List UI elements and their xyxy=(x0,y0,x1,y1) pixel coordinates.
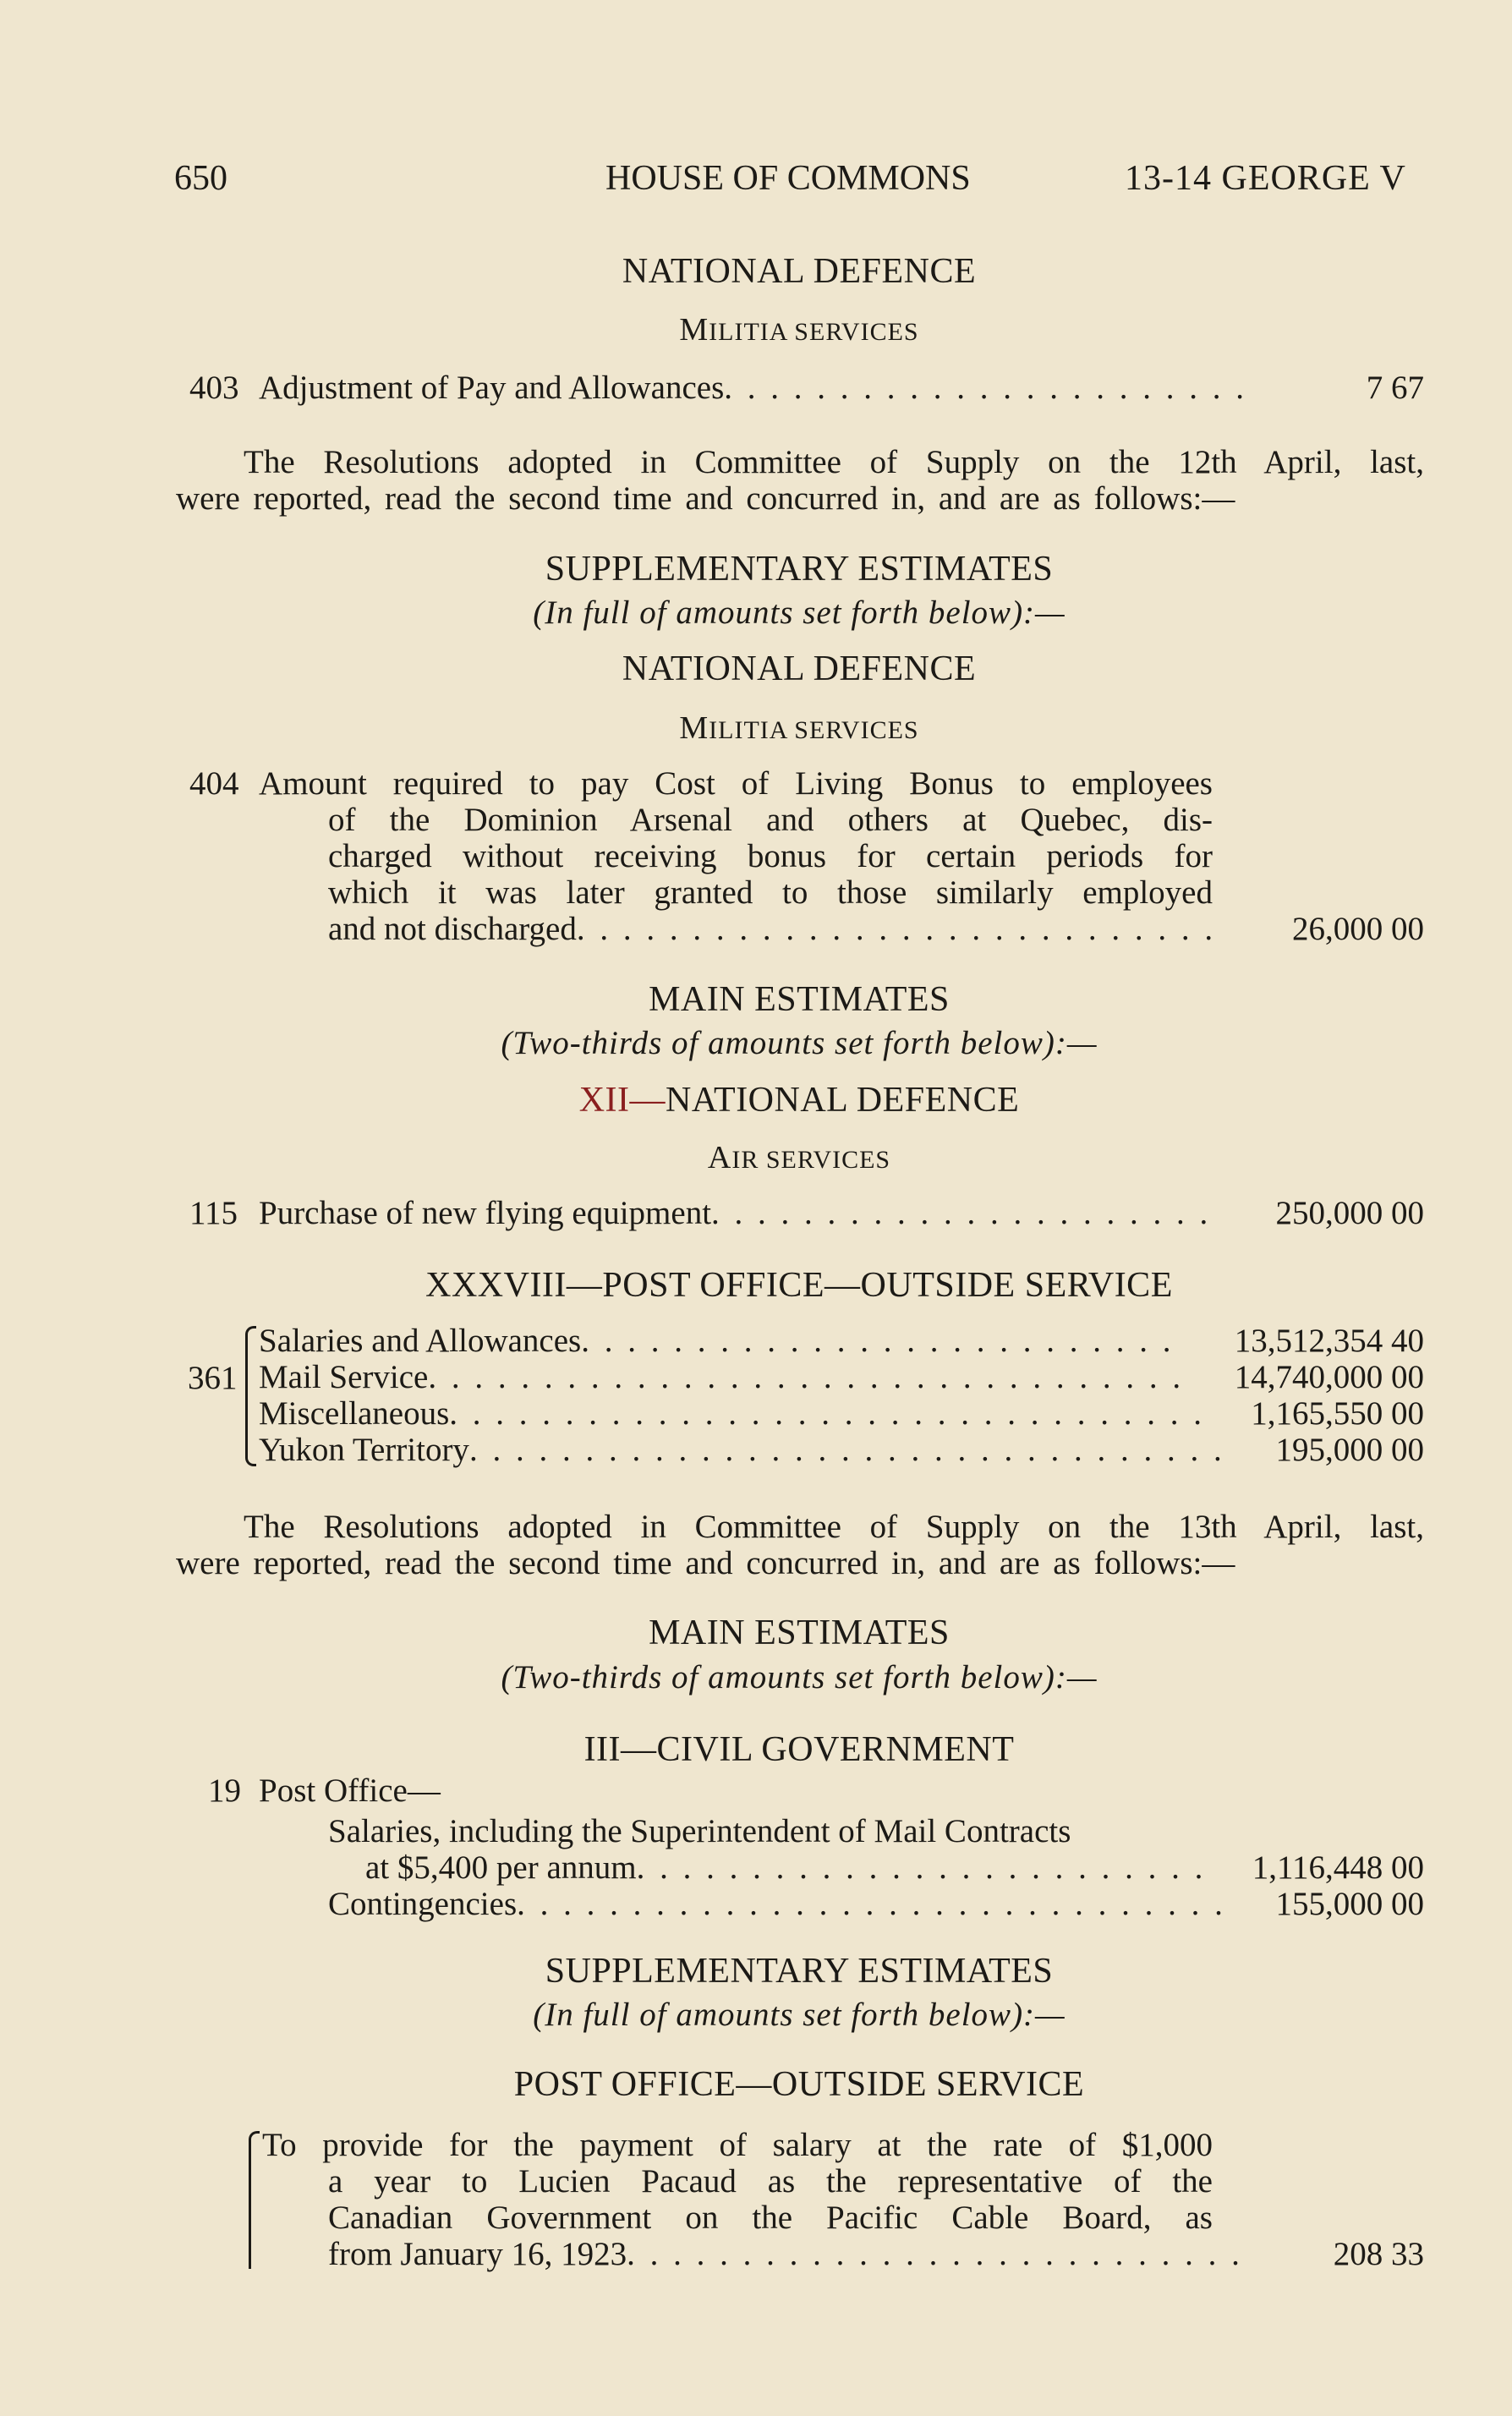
item-label: at $5,400 per annum xyxy=(365,1849,637,1886)
estimates-note: (In full of amounts set forth below):— xyxy=(533,1997,1066,2033)
item-label: Adjustment of Pay and Allowances xyxy=(259,370,725,406)
item-amount: 7 67 xyxy=(1366,370,1424,406)
item-description-line: Amount required to pay Cost of Living Bonus to employees xyxy=(259,765,1213,802)
item-amount: 208 33 xyxy=(1333,2236,1424,2272)
estimates-heading: MAIN ESTIMATES xyxy=(649,980,950,1019)
item-label: Post Office— xyxy=(259,1772,441,1809)
item-description-line: To provide for the payment of salary at the rate of $1,000 xyxy=(262,2127,1213,2163)
line-item xyxy=(259,1359,1424,1395)
line-item xyxy=(259,370,1424,406)
item-description-line: which it was later granted to those similarly employed xyxy=(328,874,1213,911)
estimates-note: (Two-thirds of amounts set forth below):— xyxy=(501,1025,1098,1061)
leader-dots xyxy=(449,1395,1204,1432)
running-title: HOUSE OF COMMONS xyxy=(605,159,971,198)
line-item xyxy=(259,1195,1424,1231)
line-item xyxy=(328,1886,1424,1922)
item-label: Salaries and Allowances xyxy=(259,1323,582,1359)
department-subheading: AIR SERVICES xyxy=(707,1140,891,1175)
item-number: 404 xyxy=(189,765,239,802)
resolution-paragraph-line: The Resolutions adopted in Committee of Supply on the 12th April, last, xyxy=(244,444,1424,480)
item-amount: 155,000 00 xyxy=(1275,1886,1424,1922)
leader-dots xyxy=(711,1195,1213,1231)
line-item xyxy=(259,1432,1424,1468)
estimates-heading: SUPPLEMENTARY ESTIMATES xyxy=(545,1952,1054,1991)
line-item xyxy=(259,1323,1424,1359)
item-amount: 13,512,354 40 xyxy=(1234,1323,1424,1359)
item-label: Purchase of new flying equipment xyxy=(259,1195,712,1231)
estimates-note: (Two-thirds of amounts set forth below):— xyxy=(501,1659,1098,1696)
item-number: 19 xyxy=(208,1772,241,1809)
item-description-line: charged without receiving bonus for certain periods for xyxy=(328,838,1213,874)
item-label: Contingencies xyxy=(328,1886,518,1922)
leader-dots xyxy=(428,1359,1179,1395)
item-amount: 1,165,550 00 xyxy=(1251,1395,1424,1432)
leader-dots xyxy=(627,2236,1255,2272)
department-subheading: MILITIA SERVICES xyxy=(679,710,919,746)
item-description-line: of the Dominion Arsenal and others at Quebec, dis- xyxy=(328,802,1213,838)
item-label: Mail Service xyxy=(259,1359,429,1395)
leader-dots xyxy=(577,911,1230,947)
item-amount: 250,000 00 xyxy=(1275,1195,1424,1231)
line-item xyxy=(365,1849,1424,1886)
leader-dots xyxy=(517,1886,1230,1922)
leader-dots xyxy=(724,370,1255,406)
resolution-paragraph-line: The Resolutions adopted in Committee of Supply on the 13th April, last, xyxy=(244,1509,1424,1545)
section-subheading: MILITIA SERVICES xyxy=(679,312,919,348)
estimates-heading: SUPPLEMENTARY ESTIMATES xyxy=(545,550,1054,589)
resolution-paragraph-line: were reported, read the second time and concurred in, and are as follows:— xyxy=(176,480,1235,517)
line-item xyxy=(328,911,1424,947)
page-number: 650 xyxy=(174,159,227,198)
item-amount: 195,000 00 xyxy=(1275,1432,1424,1468)
department-name: NATIONAL DEFENCE xyxy=(666,1081,1020,1120)
leader-dots xyxy=(581,1323,1179,1359)
department-heading: XXXVIII—POST OFFICE—OUTSIDE SERVICE xyxy=(425,1266,1173,1305)
item-number: 403 xyxy=(189,370,239,406)
item-number: 115 xyxy=(189,1195,238,1231)
item-description-line: Salaries, including the Superintendent of Mail Contracts xyxy=(328,1813,1071,1849)
item-amount: 14,740,000 00 xyxy=(1234,1359,1424,1395)
estimates-heading: MAIN ESTIMATES xyxy=(649,1613,950,1652)
running-reign: 13-14 GEORGE V xyxy=(1125,159,1406,198)
line-item xyxy=(259,1395,1424,1432)
department-heading: POST OFFICE—OUTSIDE SERVICE xyxy=(513,2065,1085,2104)
department-heading: III—CIVIL GOVERNMENT xyxy=(583,1730,1015,1769)
department-heading: NATIONAL DEFENCE xyxy=(622,649,977,688)
department-numeral: XII— xyxy=(578,1081,666,1120)
item-description-line: Canadian Government on the Pacific Cable Board, as xyxy=(328,2200,1213,2236)
department-heading xyxy=(174,1079,1424,1121)
item-label: and not discharged xyxy=(328,911,577,947)
leader-dots xyxy=(469,1432,1230,1468)
item-label: Miscellaneous xyxy=(259,1395,450,1432)
line-item xyxy=(328,2236,1424,2272)
grouping-brace xyxy=(245,1326,256,1466)
item-description-line: a year to Lucien Pacaud as the representative of the xyxy=(328,2163,1213,2200)
estimates-note: (In full of amounts set forth below):— xyxy=(533,594,1066,631)
resolution-paragraph-line: were reported, read the second time and concurred in, and are as follows:— xyxy=(176,1545,1235,1581)
vote-number: 361 xyxy=(188,1360,238,1396)
section-heading: NATIONAL DEFENCE xyxy=(622,252,977,291)
leader-dots xyxy=(637,1849,1213,1886)
item-label: from January 16, 1923 xyxy=(328,2236,627,2272)
grouping-brace xyxy=(249,2131,260,2269)
item-label: Yukon Territory xyxy=(259,1432,469,1468)
item-amount: 1,116,448 00 xyxy=(1252,1849,1424,1886)
item-amount: 26,000 00 xyxy=(1292,911,1424,947)
